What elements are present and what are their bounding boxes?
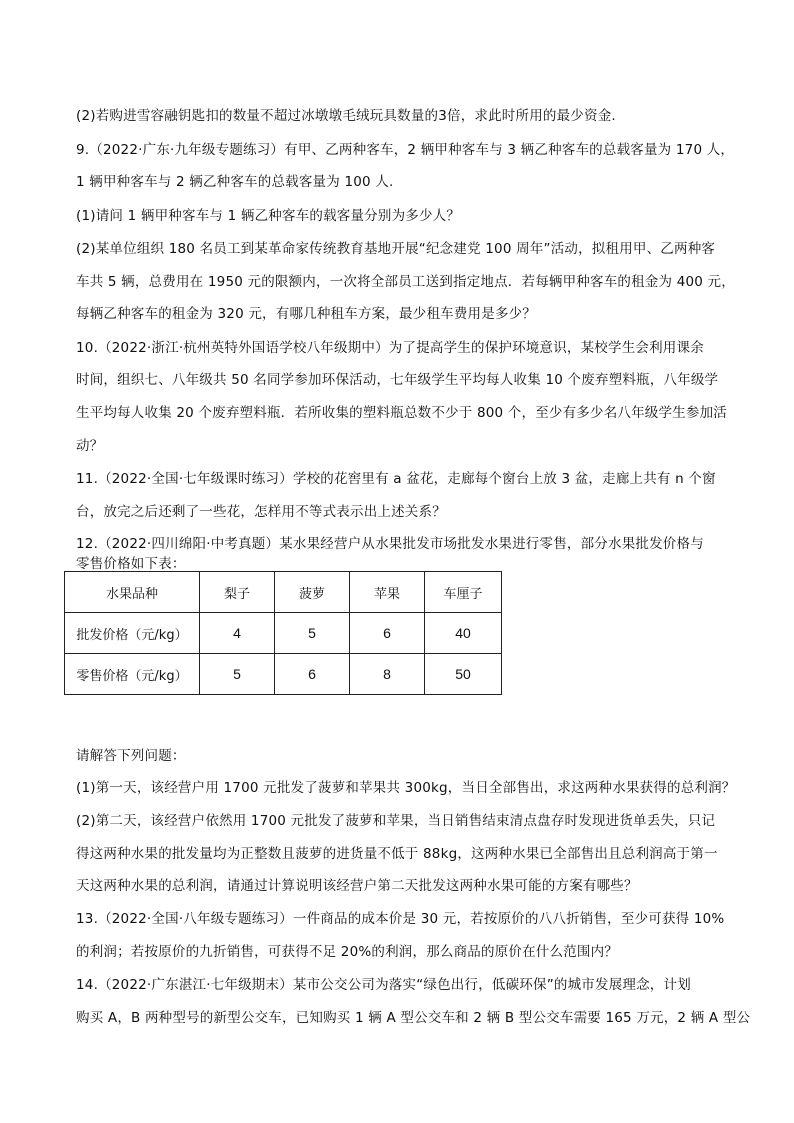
table-row [65, 654, 502, 695]
table-cell: 零售价格（元/kg） [65, 654, 200, 695]
question-12-line: 12.（2022·四川绵阳·中考真题）某水果经营户从水果批发市场批发水果进行零售，部分水果批发价格与 [76, 536, 704, 552]
text-line: (2)第二天，该经营户依然用 1700 元批发了菠萝和苹果，当日销售结束清点盘存时发现进货单丢失，只记 [76, 813, 716, 829]
text-line: 每辆乙种客车的租金为 320 元，有哪几种租车方案，最少租车费用是多少？ [76, 306, 537, 322]
text-line: 动？ [76, 438, 104, 454]
table-cell: 6 [275, 654, 350, 695]
text-line: (2)某单位组织 180 名员工到某革命家传统教育基地开展“纪念建党 100 周年”活动，拟租用甲、乙两种客 [76, 241, 716, 257]
fruit-price-table [64, 571, 502, 695]
table-header-cell: 苹果 [350, 572, 425, 613]
text-line: 时间，组织七、八年级共 50 名同学参加环保活动，七年级学生平均每人收集 10 个废弃塑料瓶，八年级学 [76, 372, 719, 388]
text-line: 1 辆甲种客车与 2 辆乙种客车的总载客量为 100 人. [76, 174, 394, 190]
text-line: 零售价格如下表： [76, 556, 186, 572]
table-header-row [65, 572, 502, 613]
text-line: 请解答下列问题： [76, 748, 186, 764]
table-cell: 批发价格（元/kg） [65, 613, 200, 654]
question-9-line: 9.（2022·广东·九年级专题练习）有甲、乙两种客车，2 辆甲种客车与 3 辆乙种客车的总载客量为 170 人， [76, 142, 735, 158]
text-line: 购买 A，B 两种型号的新型公交车，已知购买 1 辆 A 型公交车和 2 辆 B 型公交车需要 165 万元，2 辆 A 型公 [76, 1010, 751, 1026]
text-line: 得这两种水果的批发量均为正整数且菠萝的进货量不低于 88kg，这两种水果已全部售出且总利润高于第一 [76, 846, 718, 862]
text-line: 车共 5 辆，总费用在 1950 元的限额内，一次将全部员工送到指定地点．若每辆甲种客车的租金为 400 元， [76, 274, 735, 290]
table-cell: 5 [275, 613, 350, 654]
table-header-cell: 菠萝 [275, 572, 350, 613]
table-header-cell: 车厘子 [425, 572, 502, 613]
text-line: (1)请问 1 辆甲种客车与 1 辆乙种客车的载客量分别为多少人？ [76, 208, 461, 224]
table-cell: 4 [200, 613, 275, 654]
text-line: 生平均每人收集 20 个废弃塑料瓶．若所收集的塑料瓶总数不少于 800 个，至少有多少名八年级学生参加活 [76, 405, 728, 421]
table-row [65, 613, 502, 654]
table-cell: 8 [350, 654, 425, 695]
question-10-line: 10.（2022·浙江·杭州英特外国语学校八年级期中）为了提高学生的保护环境意识，某校学生会利用课余 [76, 340, 704, 356]
question-13-line: 13.（2022·全国·八年级专题练习）一件商品的成本价是 30 元，若按原价的八八折销售，至少可获得 10% [76, 911, 725, 927]
text-line: (1)第一天，该经营户用 1700 元批发了菠萝和苹果共 300kg，当日全部售出，求这两种水果获得的总利润？ [76, 780, 736, 796]
table-cell: 50 [425, 654, 502, 695]
table-header-cell: 水果品种 [65, 572, 200, 613]
table-cell: 40 [425, 613, 502, 654]
question-14-line: 14.（2022·广东湛江·七年级期末）某市公交公司为落实“绿色出行，低碳环保”的城市发展理念，计划 [76, 977, 691, 993]
text-line: 的利润；若按原价的九折销售，可获得不足 20%的利润，那么商品的原价在什么范围内？ [76, 944, 618, 960]
text-line: 天这两种水果的总利润，请通过计算说明该经营户第二天批发这两种水果可能的方案有哪些？ [76, 878, 638, 894]
table-cell: 6 [350, 613, 425, 654]
text-line: 台，放完之后还剩了一些花，怎样用不等式表示出上述关系？ [76, 504, 446, 520]
table-cell: 5 [200, 654, 275, 695]
table-header-cell: 梨子 [200, 572, 275, 613]
text-line: (2)若购进雪容融钥匙扣的数量不超过冰墩墩毛绒玩具数量的3倍，求此时所用的最少资金. [76, 108, 616, 124]
question-11-line: 11.（2022·全国·七年级课时练习）学校的花窖里有 a 盆花，走廊每个窗台上放 3 盆，走廊上共有 n 个窗 [76, 471, 716, 487]
